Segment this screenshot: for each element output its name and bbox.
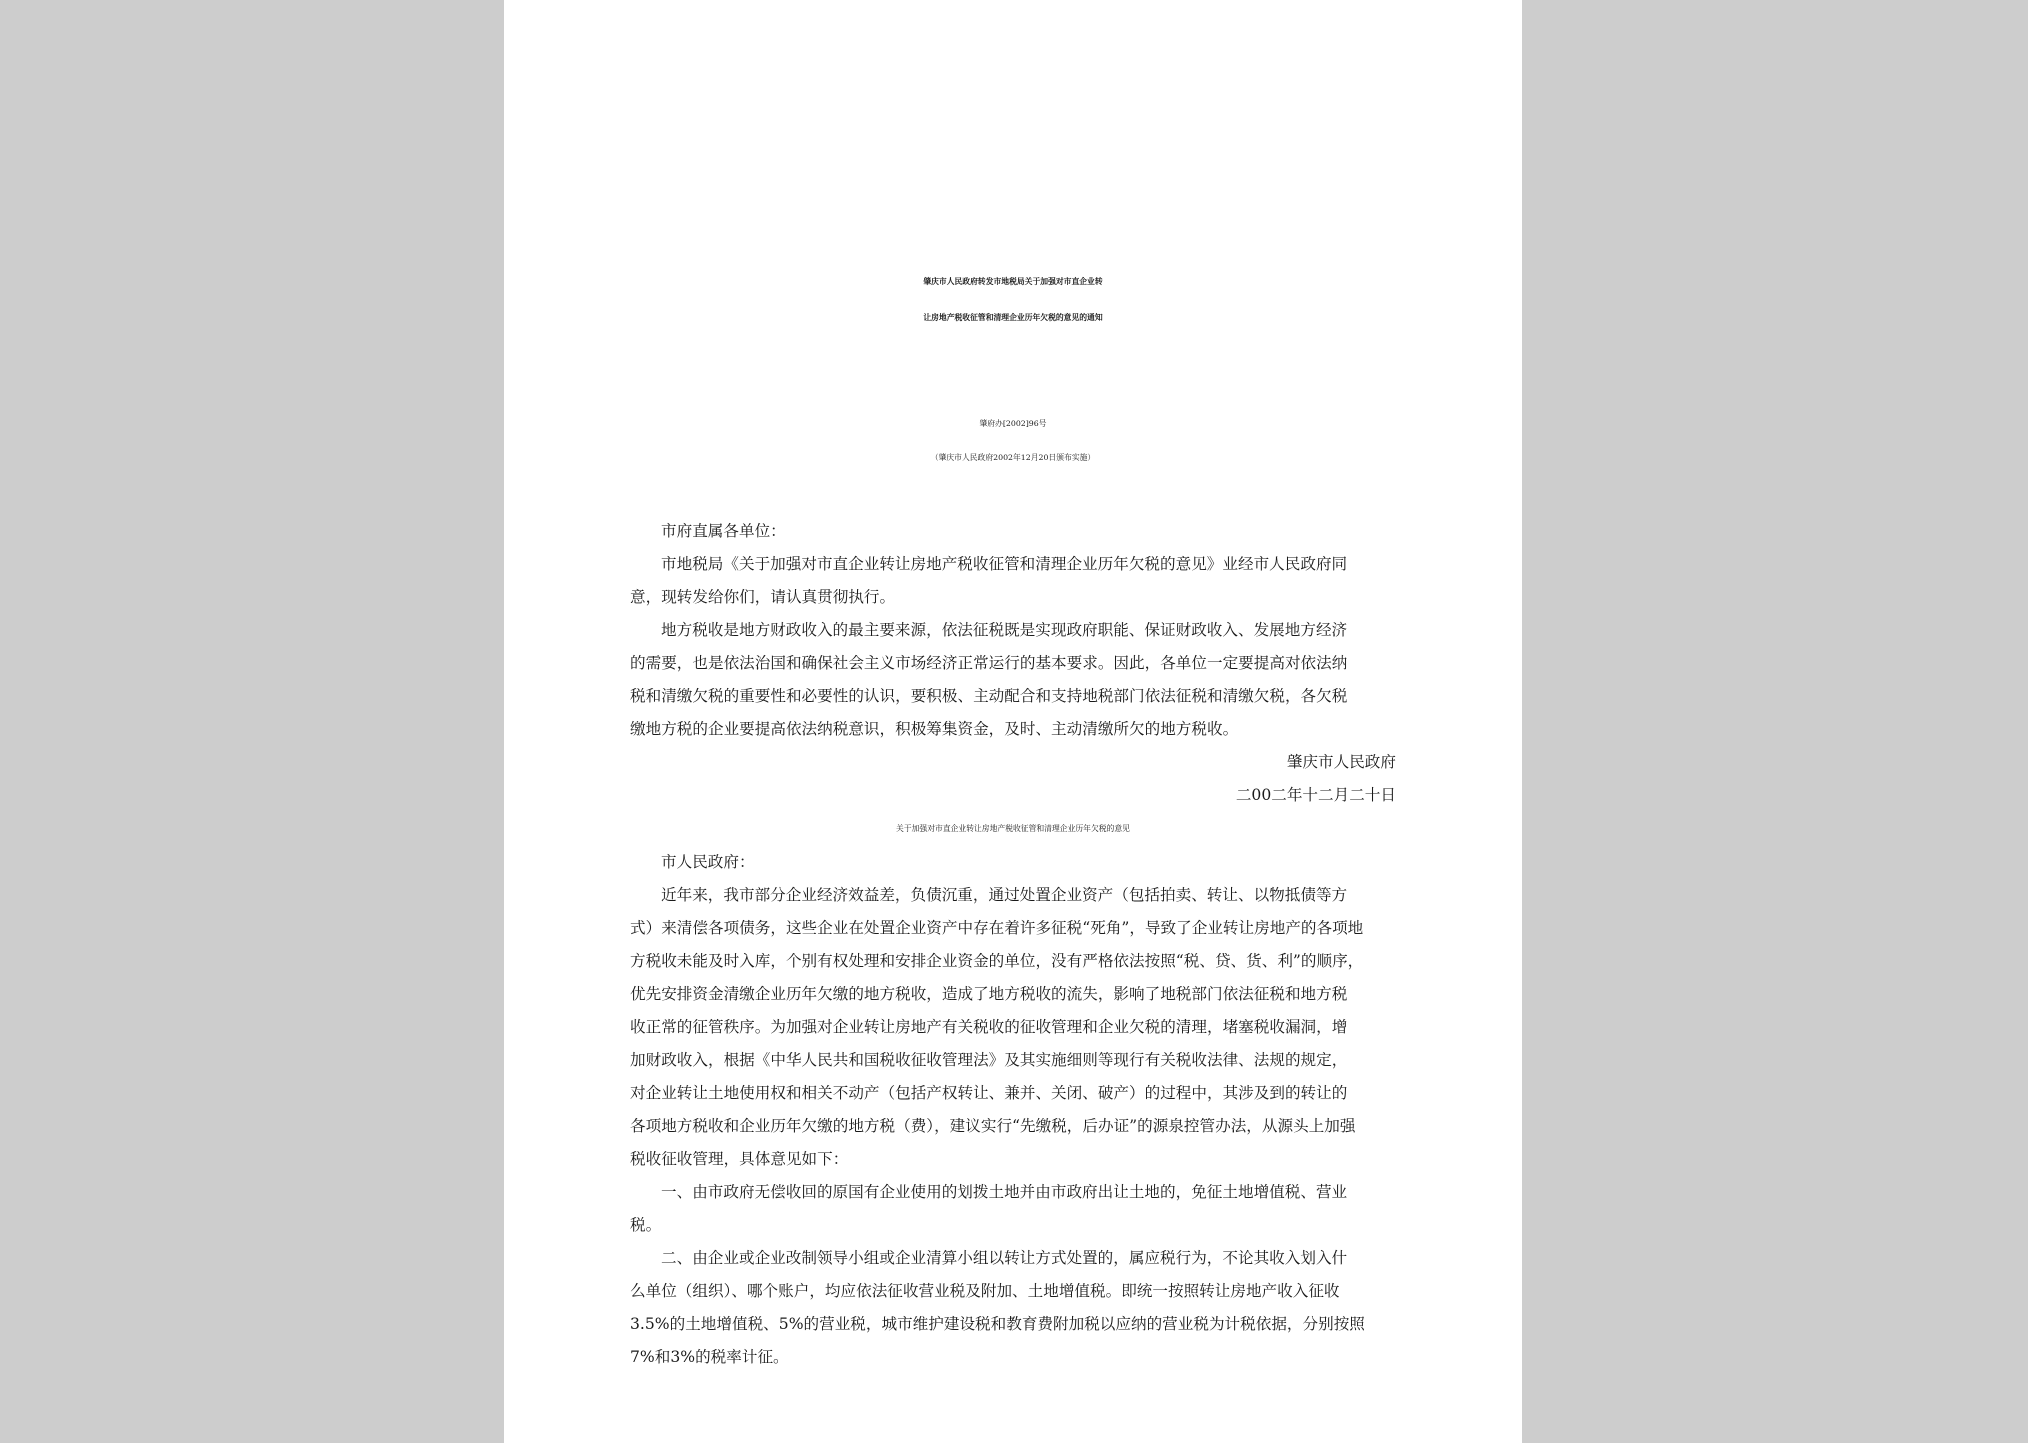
paragraph-line: 税。 bbox=[630, 1216, 662, 1234]
paragraph-line: 税和清缴欠税的重要性和必要性的认识，要积极、主动配合和支持地税部门依法征税和清缴欠税，各欠税 bbox=[630, 687, 1348, 705]
addressee-2: 市人民政府： bbox=[661, 853, 755, 871]
paragraph-line: 意，现转发给你们，请认真贯彻执行。 bbox=[630, 588, 896, 606]
paragraph-line: 一、由市政府无偿收回的原国有企业使用的划拨土地并由市政府出让土地的，免征土地增值税、营业 bbox=[661, 1183, 1348, 1201]
paragraph-line: 加财政收入，根据《中华人民共和国税收征收管理法》及其实施细则等现行有关税收法律、法规的规定， bbox=[630, 1051, 1348, 1069]
addressee-1: 市府直属各单位： bbox=[661, 522, 786, 540]
document-page bbox=[504, 0, 1522, 1443]
issue-note: （肇庆市人民政府2002年12月20日颁布实施） bbox=[930, 453, 1096, 462]
paragraph-line: 对企业转让土地使用权和相关不动产（包括产权转让、兼并、关闭、破产）的过程中，其涉及到的转让的 bbox=[630, 1084, 1348, 1102]
paragraph-line: 地方税收是地方财政收入的最主要来源，依法征税既是实现政府职能、保证财政收入、发展地方经济 bbox=[661, 621, 1348, 639]
paragraph-line: 收正常的征管秩序。为加强对企业转让房地产有关税收的征收管理和企业欠税的清理，堵塞税收漏洞，增 bbox=[630, 1018, 1348, 1036]
paragraph-line: 各项地方税收和企业历年欠缴的地方税（费），建议实行“先缴税，后办证”的源泉控管办法，从源头上加强 bbox=[630, 1117, 1356, 1135]
paragraph-line: 式）来清偿各项债务，这些企业在处置企业资产中存在着许多征税“死角”，导致了企业转让房地产的各项地 bbox=[630, 919, 1364, 937]
document-title-line-1: 肇庆市人民政府转发市地税局关于加强对市直企业转 bbox=[923, 277, 1103, 286]
document-title-line-2: 让房地产税收征管和清理企业历年欠税的意见的通知 bbox=[923, 313, 1103, 322]
paragraph-line: 近年来，我市部分企业经济效益差，负债沉重，通过处置企业资产（包括拍卖、转让、以物抵债等方 bbox=[661, 886, 1348, 904]
paragraph-line: 7%和3%的税率计征。 bbox=[630, 1348, 789, 1366]
signature-date: 二00二年十二月二十日 bbox=[1235, 786, 1396, 804]
document-number: 肇府办[2002]96号 bbox=[979, 419, 1047, 428]
paragraph-line: 3.5%的土地增值税、5%的营业税，城市维护建设税和教育费附加税以应纳的营业税为计税依据，分别按照 bbox=[630, 1315, 1365, 1333]
paragraph-line: 税收征收管理，具体意见如下： bbox=[630, 1150, 849, 1168]
paragraph-line: 优先安排资金清缴企业历年欠缴的地方税收，造成了地方税收的流失，影响了地税部门依法征税和地方税 bbox=[630, 985, 1348, 1003]
paragraph-line: 么单位（组织）、哪个账户，均应依法征收营业税及附加、土地增值税。即统一按照转让房地产收入征收 bbox=[630, 1282, 1340, 1300]
signature: 肇庆市人民政府 bbox=[1286, 753, 1396, 771]
section-title: 关于加强对市直企业转让房地产税收征管和清理企业历年欠税的意见 bbox=[896, 824, 1130, 833]
paragraph-line: 缴地方税的企业要提高依法纳税意识，积极筹集资金，及时、主动清缴所欠的地方税收。 bbox=[630, 720, 1239, 738]
paragraph-line: 方税收未能及时入库，个别有权处理和安排企业资金的单位，没有严格依法按照“税、贷、货、利”的顺序， bbox=[630, 952, 1364, 970]
paragraph-line: 的需要，也是依法治国和确保社会主义市场经济正常运行的基本要求。因此，各单位一定要提高对依法纳 bbox=[630, 654, 1348, 672]
paragraph-line: 二、由企业或企业改制领导小组或企业清算小组以转让方式处置的，属应税行为，不论其收入划入什 bbox=[661, 1249, 1348, 1267]
paragraph-line: 市地税局《关于加强对市直企业转让房地产税收征管和清理企业历年欠税的意见》业经市人民政府同 bbox=[661, 555, 1348, 573]
